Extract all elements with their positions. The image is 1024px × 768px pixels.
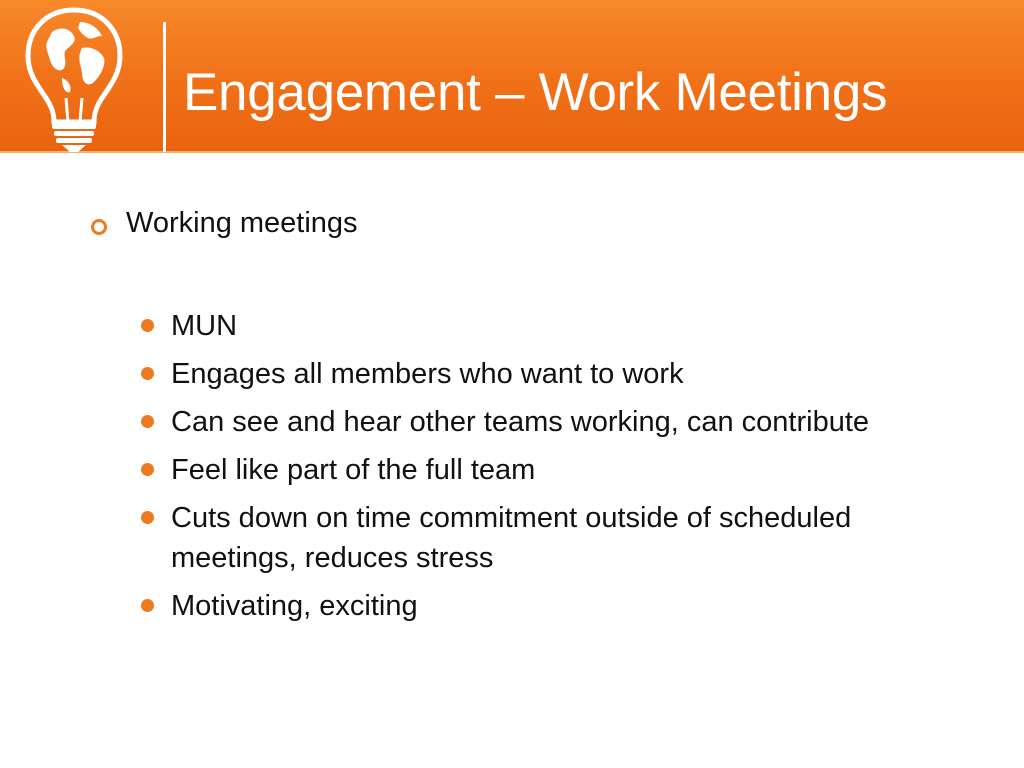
slide-title: Engagement – Work Meetings <box>183 63 888 122</box>
bullet-level1: Working meetings <box>126 207 358 239</box>
list-item <box>171 586 951 626</box>
list-item <box>171 354 951 394</box>
dot-bullet-icon <box>141 463 154 476</box>
list-item-text: Can see and hear other teams working, can contribute <box>171 406 870 438</box>
dot-bullet-icon <box>141 415 154 428</box>
list-item <box>171 450 951 490</box>
list-item-text: Cuts down on time commitment outside of scheduled meetings, reduces stress <box>171 502 852 574</box>
list-item-text: Engages all members who want to work <box>171 358 684 390</box>
dot-bullet-icon <box>141 599 154 612</box>
list-item <box>171 498 951 578</box>
dot-bullet-icon <box>141 511 154 524</box>
dot-bullet-icon <box>141 367 154 380</box>
list-item-text: MUN <box>171 310 238 342</box>
ring-bullet-icon <box>91 219 107 235</box>
sub-bullet-list <box>171 306 951 634</box>
dot-bullet-icon <box>141 319 154 332</box>
list-item <box>171 402 951 442</box>
list-item-text: Feel like part of the full team <box>171 454 536 486</box>
list-item-text: Motivating, exciting <box>171 590 418 622</box>
list-item <box>171 306 951 346</box>
